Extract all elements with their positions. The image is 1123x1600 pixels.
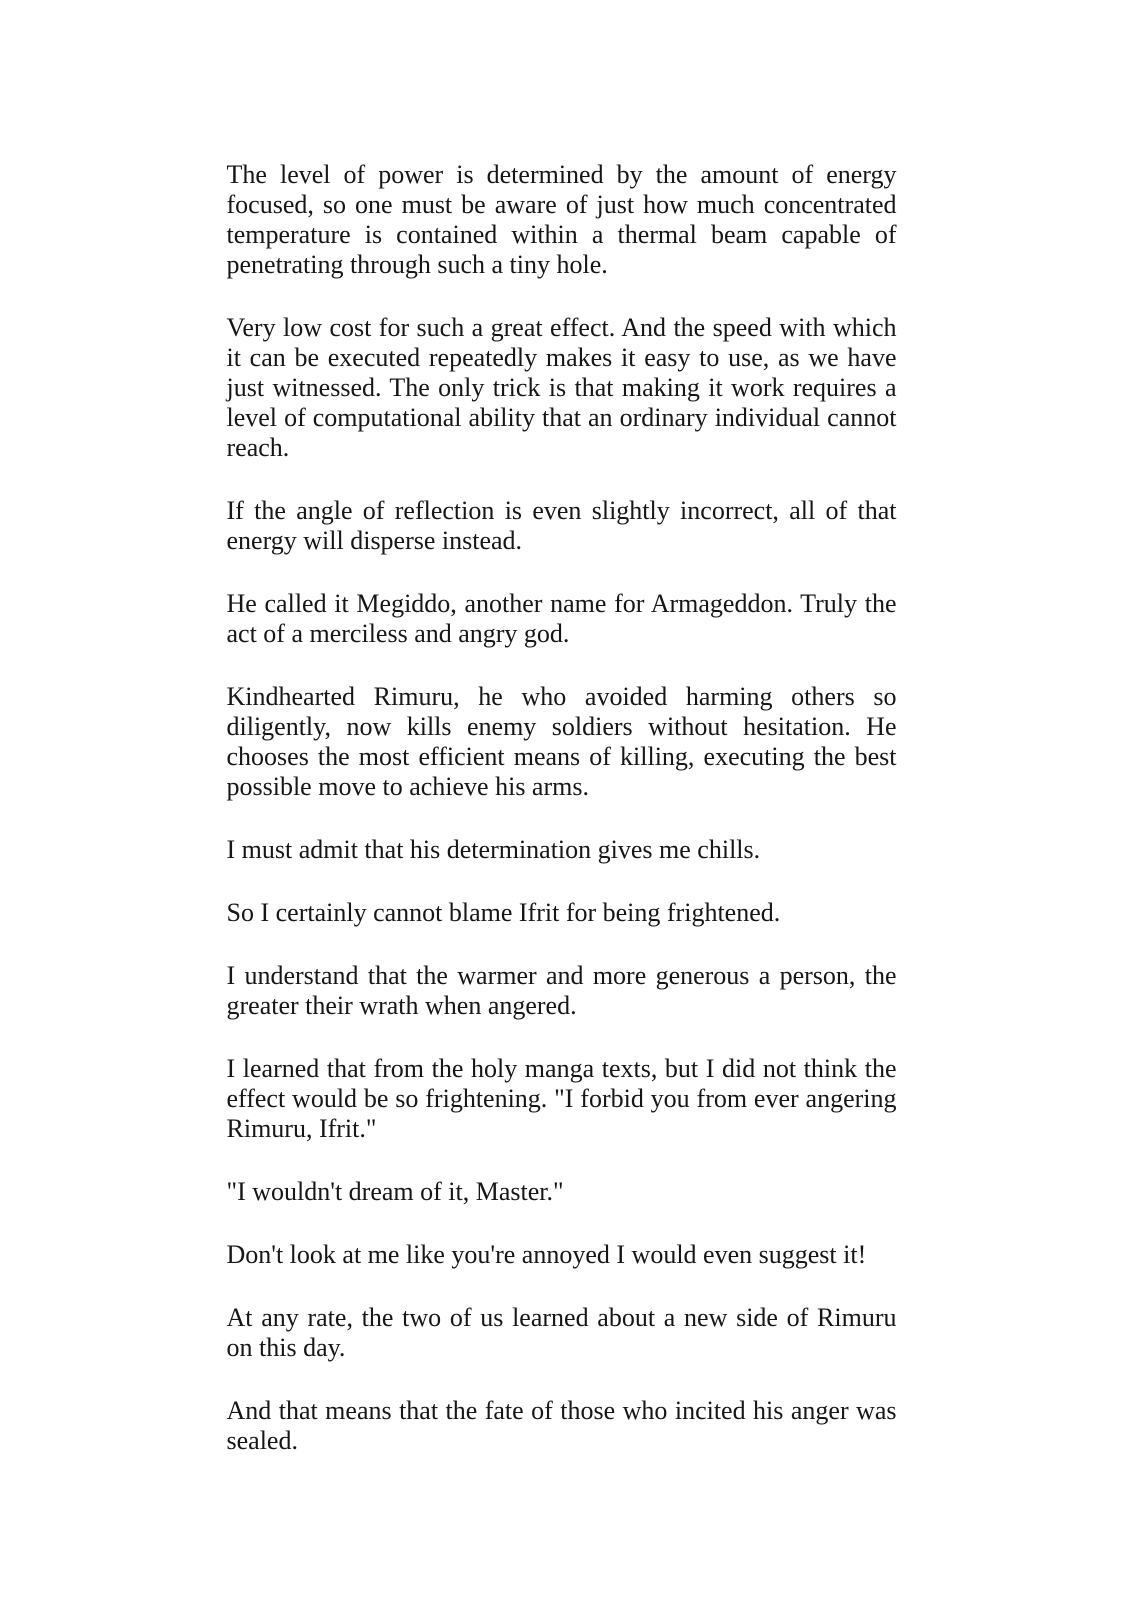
paragraph: And that means that the fate of those who incited his anger was sealed. bbox=[226, 1396, 897, 1455]
paragraph: Very low cost for such a great effect. And the speed with which it can be executed repeatedly makes it easy to use, as we have just witnessed. The only trick is that making it work requires a level of computational ability that an ordinary individual cannot reach. bbox=[226, 313, 897, 462]
paragraph: If the angle of reflection is even slightly incorrect, all of that energy will disperse instead. bbox=[226, 496, 897, 555]
paragraph: I must admit that his determination gives me chills. bbox=[226, 835, 761, 864]
paragraph: So I certainly cannot blame Ifrit for being frightened. bbox=[226, 898, 781, 927]
text-column bbox=[227, 0, 897, 1456]
paragraph: The level of power is determined by the amount of energy focused, so one must be aware of just how much concentrated temperature is contained within a thermal beam capable of penetrating through such a tiny hole. bbox=[226, 160, 897, 279]
paragraph: He called it Megiddo, another name for Armageddon. Truly the act of a merciless and angry god. bbox=[226, 589, 897, 648]
paragraph: Don't look at me like you're annoyed I would even suggest it! bbox=[226, 1240, 867, 1269]
paragraph: At any rate, the two of us learned about a new side of Rimuru on this day. bbox=[226, 1303, 897, 1362]
paragraph: "I wouldn't dream of it, Master." bbox=[226, 1177, 564, 1206]
paragraph: I understand that the warmer and more generous a person, the greater their wrath when angered. bbox=[226, 961, 897, 1020]
paragraph: Kindhearted Rimuru, he who avoided harming others so diligently, now kills enemy soldiers without hesitation. He chooses the most efficient means of killing, executing the best possible move to achieve his arms. bbox=[226, 682, 897, 801]
paragraph: I learned that from the holy manga texts, but I did not think the effect would be so frightening. "I forbid you from ever angering Rimuru, Ifrit." bbox=[226, 1054, 897, 1143]
